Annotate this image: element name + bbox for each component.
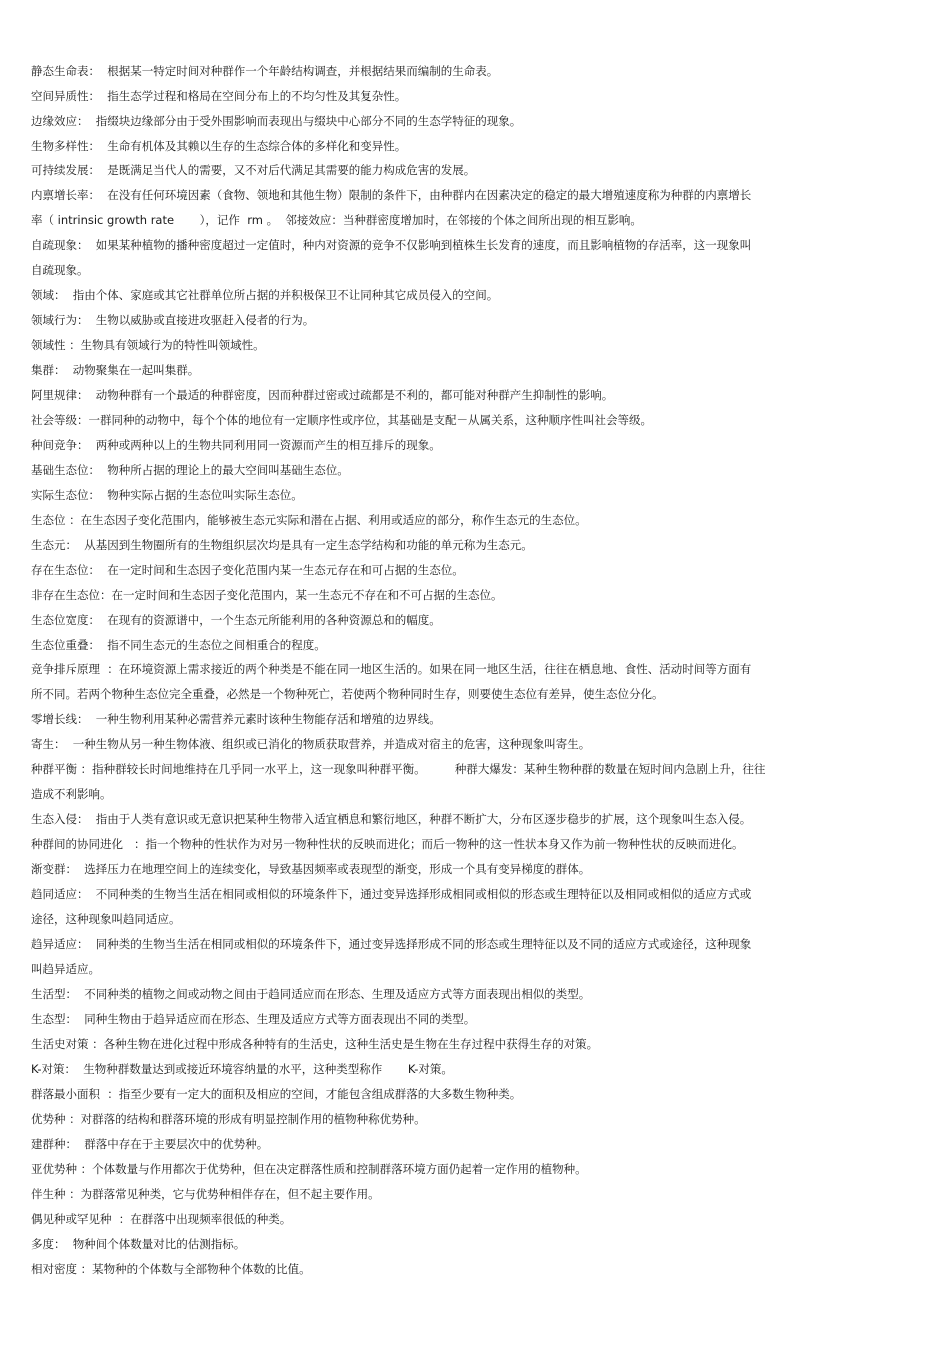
text-line: 种群间的协同进化 ：指一个物种的性状作为对另一物种性状的反映而进化；而后一物种的这一性状本身又作为前一物种性状的反映而进化。: [31, 837, 744, 851]
text-line: 领域行为： 生物以威胁或直接进攻驱赶入侵者的行为。: [31, 313, 315, 327]
text-line: 优势种 ：对群落的结构和群落环境的形成有明显控制作用的植物种称优势种。: [31, 1112, 426, 1126]
text-line: 空间异质性： 指生态学过程和格局在空间分布上的不均匀性及其复杂性。: [31, 89, 407, 103]
text-line: 渐变群： 选择压力在地理空间上的连续变化，导致基因频率或表现型的渐变，形成一个具有变异梯度的群体。: [31, 862, 591, 876]
text-line: 率（ intrinsic growth rate ），记作 rm 。 邻接效应：当种群密度增加时，在邻接的个体之间所出现的相互影响。: [31, 213, 642, 227]
text-line: 多度： 物种间个体数量对比的估测指标。: [31, 1237, 246, 1251]
text-line: 零增长线： 一种生物利用某种必需营养元素时该种生物能存活和增殖的边界线。: [31, 712, 441, 726]
text-line: 自疏现象： 如果某种植物的播种密度超过一定值时，种内对资源的竞争不仅影响到植株生长发育的速度，而且影响植物的存活率，这一现象叫: [31, 238, 752, 252]
text-line: 生物多样性： 生命有机体及其赖以生存的生态综合体的多样化和变异性。: [31, 139, 407, 153]
text-line: 生活型： 不同种类的植物之间或动物之间由于趋同适应而在形态、生理及适应方式等方面表现出相似的类型。: [31, 987, 591, 1001]
text-line: 内禀增长率： 在没有任何环境因素（食物、领地和其他生物）限制的条件下，由种群内在因素决定的稳定的最大增殖速度称为种群的内禀增长: [31, 188, 752, 202]
text-line: 途径，这种现象叫趋同适应。: [31, 912, 181, 926]
text-line: 生态型： 同种生物由于趋异适应而在形态、生理及适应方式等方面表现出不同的类型。: [31, 1012, 476, 1026]
text-line: 生态位重叠： 指不同生态元的生态位之间相重合的程度。: [31, 638, 326, 652]
text-line: 基础生态位： 物种所占据的理论上的最大空间叫基础生态位。: [31, 463, 349, 477]
text-line: 趋同适应： 不同种类的生物当生活在相同或相似的环境条件下，通过变异选择形成相同或相似的形态或生理特征以及相同或相似的适应方式或: [31, 887, 752, 901]
text-line: 集群： 动物聚集在一起叫集群。: [31, 363, 200, 377]
text-line: 所不同。若两个物种生态位完全重叠，必然是一个物种死亡，若使两个物种同时生存，则要使生态位有差异，使生态位分化。: [31, 687, 664, 701]
text-line: 叫趋异适应。: [31, 962, 100, 976]
text-line: 可持续发展： 是既满足当代人的需要，又不对后代满足其需要的能力构成危害的发展。: [31, 163, 476, 177]
text-line: 种群平衡 ：指种群较长时间地维持在几乎同一水平上，这一现象叫种群平衡。 种群大爆发：某种生物种群的数量在短时间内急剧上升，往往: [31, 762, 766, 776]
text-line: 自疏现象。: [31, 263, 89, 277]
text-line: 寄生： 一种生物从另一种生物体液、组织或已消化的物质获取营养，并造成对宿主的危害，这种现象叫寄生。: [31, 737, 591, 751]
text-line: 领域： 指由个体、家庭或其它社群单位所占据的并积极保卫不让同种其它成员侵入的空间。: [31, 288, 499, 302]
text-line: 社会等级：一群同种的动物中，每个个体的地位有一定顺序性或序位，其基础是支配－从属关系，这种顺序性叫社会等级。: [31, 413, 652, 427]
text-line: 竞争排斥原理 ：在环境资源上需求接近的两个种类是不能在同一地区生活的。如果在同一地区生活，往往在栖息地、食性、活动时间等方面有: [31, 662, 752, 676]
text-line: 种间竞争： 两种或两种以上的生物共同利用同一资源而产生的相互排斥的现象。: [31, 438, 441, 452]
text-line: 生态元： 从基因到生物圈所有的生物组织层次均是具有一定生态学结构和功能的单元称为生态元。: [31, 538, 533, 552]
text-line: 生态入侵： 指由于人类有意识或无意识把某种生物带入适宜栖息和繁衍地区，种群不断扩大，分布区逐步稳步的扩展，这个现象叫生态入侵。: [31, 812, 752, 826]
text-line: 生态位 ：在生态因子变化范围内，能够被生态元实际和潜在占据、利用或适应的部分，称作生态元的生态位。: [31, 513, 587, 527]
text-line: 伴生种 ：为群落常见种类，它与优势种相伴存在，但不起主要作用。: [31, 1187, 380, 1201]
text-line: 静态生命表： 根据某一特定时间对种群作一个年龄结构调查，并根据结果而编制的生命表。: [31, 64, 499, 78]
text-line: 相对密度 ：某物种的个体数与全部物种个体数的比值。: [31, 1262, 311, 1276]
text-line: 实际生态位： 物种实际占据的生态位叫实际生态位。: [31, 488, 303, 502]
text-line: 生态位宽度： 在现有的资源谱中，一个生态元所能利用的各种资源总和的幅度。: [31, 613, 441, 627]
text-line: 造成不利影响。: [31, 787, 112, 801]
text-line: 生活史对策 ：各种生物在进化过程中形成各种特有的生活史，这种生活史是生物在生存过程中获得生存的对策。: [31, 1037, 599, 1051]
text-line: 群落最小面积 ：指至少要有一定大的面积及相应的空间，才能包含组成群落的大多数生物种类。: [31, 1087, 522, 1101]
text-line: 趋异适应： 同种类的生物当生活在相同或相似的环境条件下，通过变异选择形成不同的形态或生理特征以及不同的适应方式或途径，这种现象: [31, 937, 752, 951]
text-line: 亚优势种 ：个体数量与作用都次于优势种，但在决定群落性质和控制群落环境方面仍起着一定作用的植物种。: [31, 1162, 587, 1176]
text-line: 非存在生态位：在一定时间和生态因子变化范围内，某一生态元不存在和不可占据的生态位。: [31, 588, 503, 602]
text-line: 阿里规律： 动物种群有一个最适的种群密度，因而种群过密或过疏都是不利的，都可能对种群产生抑制性的影响。: [31, 388, 614, 402]
text-line: 偶见种或罕见种 ：在群落中出现频率很低的种类。: [31, 1212, 292, 1226]
text-line: 边缘效应： 指缀块边缘部分由于受外围影响而表现出与缀块中心部分不同的生态学特征的现象。: [31, 114, 522, 128]
text-line: K-对策： 生物种群数量达到或接近环境容纳量的水平，这种类型称作 K-对策。: [31, 1062, 453, 1076]
text-line: 存在生态位： 在一定时间和生态因子变化范围内某一生态元存在和可占据的生态位。: [31, 563, 464, 577]
text-line: 领域性 ：生物具有领域行为的特性叫领域性。: [31, 338, 265, 352]
text-line: 建群种： 群落中存在于主要层次中的优势种。: [31, 1137, 269, 1151]
